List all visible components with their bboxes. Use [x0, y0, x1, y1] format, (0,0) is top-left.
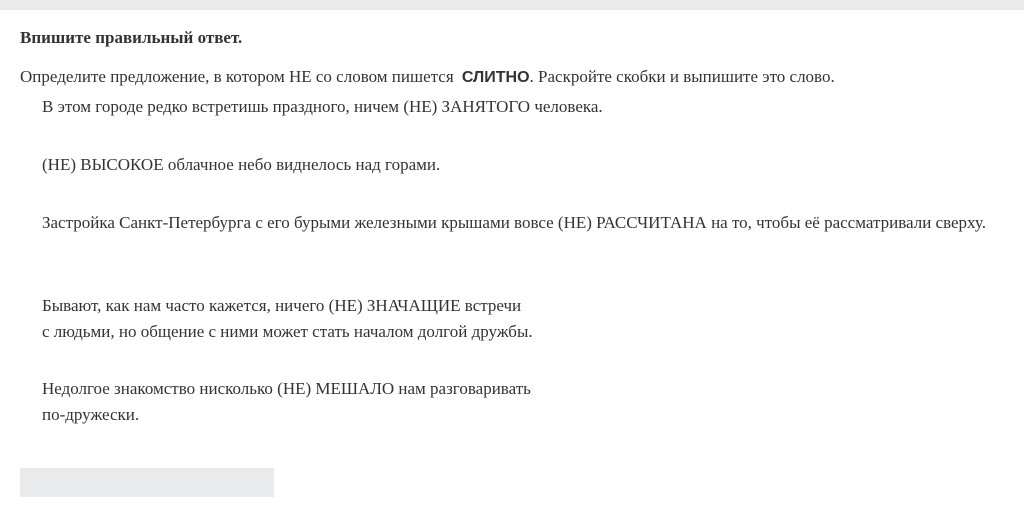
sentence-option-4: Бывают, как нам часто кажется, ничего (НЕ) ЗНАЧАЩИЕ встречи с людьми, но общение с ними может стать началом долгой дружбы. [42, 296, 533, 341]
task-text-after: . Раскройте скобки и выпишите это слово. [529, 67, 835, 86]
sentence-option-2: (НЕ) ВЫСОКОЕ облачное небо виднелось над горами. [42, 155, 441, 174]
task-keyword: СЛИТНО [461, 69, 530, 86]
instruction-text: Впишите правильный ответ. [20, 28, 243, 47]
top-bar [0, 0, 1024, 10]
answer-input[interactable] [20, 468, 274, 497]
task-text-before: Определите предложение, в котором НЕ со словом пишется [20, 67, 454, 86]
sentence-option-5: Недолгое знакомство нисколько (НЕ) МЕШАЛО нам разговаривать по-дружески. [42, 379, 531, 424]
sentence-option-3: Застройка Санкт-Петербурга с его бурыми железными крышами вовсе (НЕ) РАССЧИТАНА на то, чтобы её рассматривали сверху. [42, 213, 986, 232]
task-text [20, 67, 835, 87]
sentence-option-1: В этом городе редко встретишь праздного, ничем (НЕ) ЗАНЯТОГО человека. [42, 97, 603, 116]
